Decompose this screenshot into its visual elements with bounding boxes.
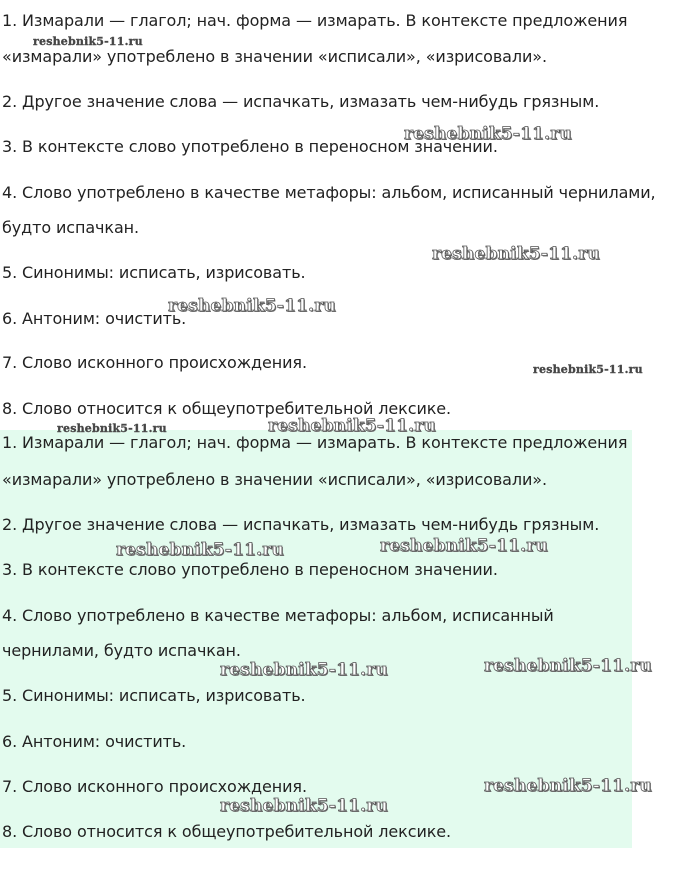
- answer-line: «измарали» употреблено в значении «исписали», «изрисовали».: [2, 470, 547, 489]
- answer-line: 6. Антоним: очистить.: [2, 732, 187, 751]
- answer-line: «измарали» употреблено в значении «исписали», «изрисовали».: [2, 47, 547, 66]
- answer-line: 6. Антоним: очистить.: [2, 309, 187, 328]
- answer-line: 7. Слово исконного происхождения.: [2, 777, 307, 796]
- watermark: reshebnik5-11.ru: [533, 363, 643, 376]
- answer-line: чернилами, будто испачкан.: [2, 641, 241, 660]
- answer-line: 5. Синонимы: исписать, изрисовать.: [2, 263, 306, 282]
- watermark: reshebnik5-11.ru: [33, 35, 143, 48]
- answer-line: 3. В контексте слово употреблено в переносном значении.: [2, 560, 498, 579]
- answer-line: 3. В контексте слово употреблено в переносном значении.: [2, 137, 498, 156]
- answer-line: 2. Другое значение слова — испачкать, измазать чем-нибудь грязным.: [2, 92, 600, 111]
- watermark: reshebnik5-11.ru: [220, 660, 388, 680]
- answer-line: 1. Измарали — глагол; нач. форма — измарать. В контексте предложения: [2, 433, 628, 452]
- watermark: reshebnik5-11.ru: [432, 244, 600, 264]
- watermark: reshebnik5-11.ru: [380, 536, 548, 556]
- watermark: reshebnik5-11.ru: [57, 422, 167, 435]
- watermark: reshebnik5-11.ru: [484, 656, 652, 676]
- answer-line: 4. Слово употреблено в качестве метафоры: альбом, исписанный: [2, 606, 554, 625]
- answer-line: 7. Слово исконного происхождения.: [2, 353, 307, 372]
- answer-line: 1. Измарали — глагол; нач. форма — измарать. В контексте предложения: [2, 11, 628, 30]
- answer-line: 8. Слово относится к общеупотребительной лексике.: [2, 822, 452, 841]
- answer-line: 5. Синонимы: исписать, изрисовать.: [2, 686, 306, 705]
- answer-line: будто испачкан.: [2, 218, 140, 237]
- watermark: reshebnik5-11.ru: [404, 124, 572, 144]
- answer-line: 8. Слово относится к общеупотребительной лексике.: [2, 399, 452, 418]
- answer-line: 4. Слово употреблено в качестве метафоры: альбом, исписанный чернилами,: [2, 183, 656, 202]
- answer-line: 2. Другое значение слова — испачкать, измазать чем-нибудь грязным.: [2, 515, 600, 534]
- watermark: reshebnik5-11.ru: [168, 296, 336, 316]
- watermark: reshebnik5-11.ru: [484, 776, 652, 796]
- watermark: reshebnik5-11.ru: [220, 796, 388, 816]
- watermark: reshebnik5-11.ru: [116, 540, 284, 560]
- watermark: reshebnik5-11.ru: [268, 416, 436, 436]
